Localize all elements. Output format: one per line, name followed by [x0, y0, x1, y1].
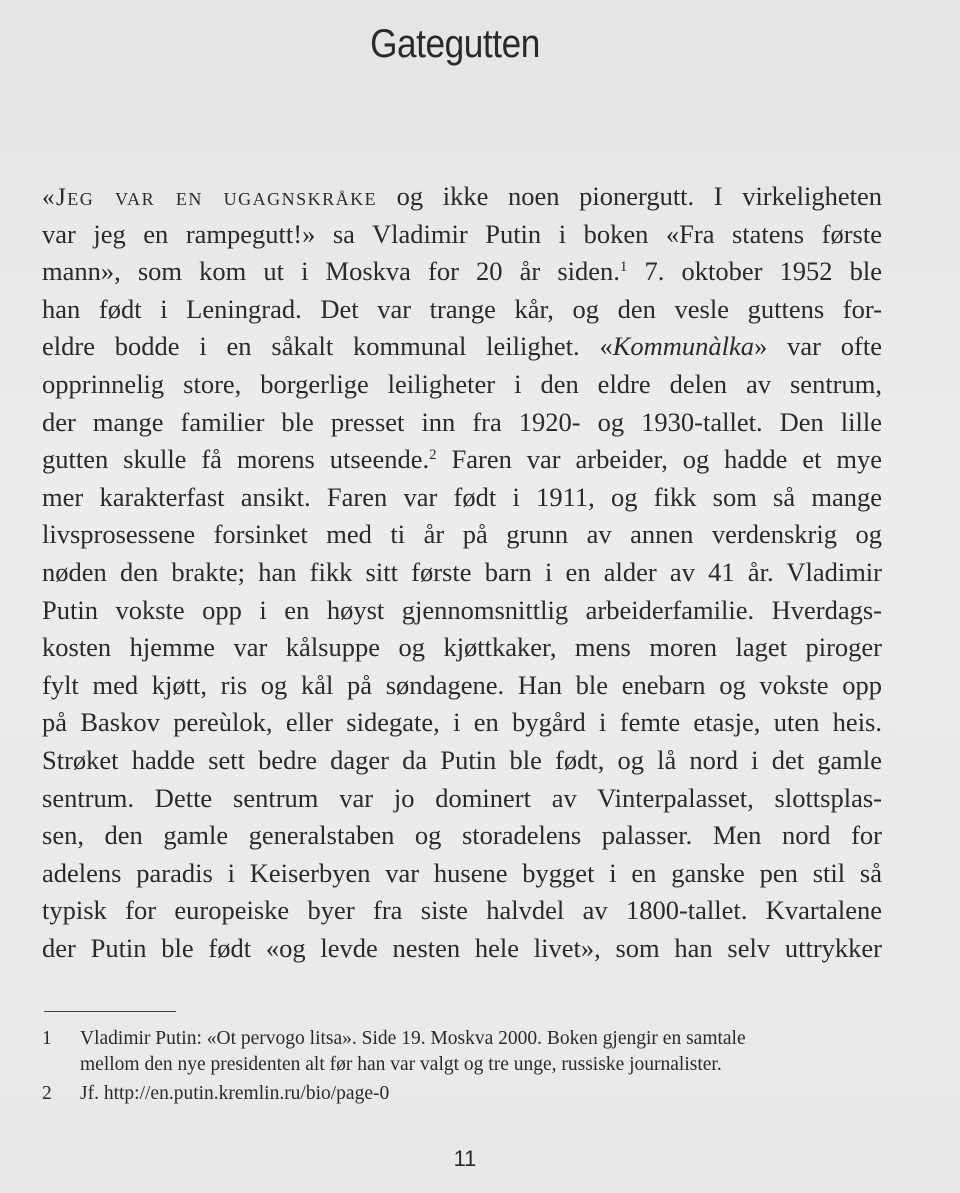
footnote-number: 1 — [42, 1028, 52, 1049]
body-line-text: eldre bodde i en såkalt kommunal leilighet. « — [42, 331, 613, 362]
footnote-reference: 2 — [429, 447, 437, 464]
body-line-text: gutten skulle få morens utseende. — [42, 444, 430, 475]
body-line — [42, 742, 882, 780]
body-line-text: der mange familier ble presset inn fra 1920- og 1930-tallet. Den lille — [42, 406, 882, 437]
chapter-title: Gategutten — [370, 22, 540, 66]
body-text — [42, 178, 882, 967]
footnotes — [42, 1026, 862, 1110]
body-line-text: på Baskov pereùlok, eller sidegate, i en bygård i femte etasje, uten heis. — [42, 707, 882, 738]
body-line-text: kosten hjemme var kålsuppe og kjøttkaker, mens moren laget piroger — [42, 632, 882, 663]
italic-term: Kommunàlka — [612, 331, 755, 362]
body-line — [42, 291, 882, 329]
body-line-text: der Putin ble født «og levde nesten hele livet», som han selv uttrykker — [42, 932, 882, 963]
body-line-text: mann», som kom ut i Moskva for 20 år siden. — [42, 256, 620, 287]
body-line-text: Strøket hadde sett bedre dager da Putin ble født, og lå nord i det gamle — [42, 744, 882, 775]
footnote-text: Jf. http://en.putin.kremlin.ru/bio/page-0 — [80, 1083, 390, 1104]
footnote-separator — [44, 1011, 176, 1012]
body-line — [42, 366, 882, 404]
footnote — [42, 1026, 862, 1078]
body-line-text: livsprosessene forsinket med ti år på grunn av annen verdenskrig og — [42, 519, 882, 550]
body-line — [42, 855, 882, 893]
body-line-text: Putin vokste opp i en høyst gjennomsnittlig arbeiderfamilie. Hverdags- — [42, 594, 882, 625]
body-line-text: var jeg en rampegutt!» sa Vladimir Putin i boken «Fra statens første — [42, 218, 882, 249]
body-line-text: typisk for europeiske byer fra siste halvdel av 1800-tallet. Kvartalene — [42, 895, 882, 926]
body-line — [42, 780, 882, 818]
body-line-text: nøden den brakte; han fikk sitt første barn i en alder av 41 år. Vladimir — [42, 556, 882, 587]
body-line-text: 7. oktober 1952 ble — [627, 256, 883, 287]
body-line-text: mer karakterfast ansikt. Faren var født i 1911, og fikk som så mange — [42, 481, 882, 512]
body-line — [42, 667, 882, 705]
body-line-text: » var ofte — [754, 331, 882, 362]
body-line — [42, 629, 882, 667]
body-line — [42, 516, 882, 554]
body-line-text: sen, den gamle generalstaben og storadelens palasser. Men nord for — [42, 820, 882, 851]
body-line — [42, 178, 882, 216]
body-line — [42, 328, 882, 366]
footnote — [42, 1081, 862, 1107]
footnote-text: mellom den nye presidenten alt før han var valgt og tre unge, russiske journalister. — [80, 1054, 722, 1075]
body-line — [42, 930, 882, 968]
body-line — [42, 704, 882, 742]
body-line-text: Faren var arbeider, og hadde et mye — [436, 444, 882, 475]
chapter-opening-smallcaps: «Jeg var en ugagnskråke — [42, 184, 378, 211]
body-line — [42, 253, 882, 291]
body-line — [42, 892, 882, 930]
body-line — [42, 479, 882, 517]
body-line-text: opprinnelig store, borgerlige leiligheter i den eldre delen av sentrum, — [42, 368, 882, 399]
footnote-text: Vladimir Putin: «Ot pervogo litsa». Side 19. Moskva 2000. Boken gjengir en samtale — [80, 1028, 746, 1049]
body-line-text: fylt med kjøtt, ris og kål på søndagene. Han ble enebarn og vokste opp — [42, 669, 882, 700]
footnote-reference: 1 — [619, 259, 628, 276]
body-line — [42, 554, 882, 592]
body-line — [42, 592, 882, 630]
body-line-text: adelens paradis i Keiserbyen var husene bygget i en ganske pen stil så — [42, 857, 882, 888]
body-line — [42, 404, 882, 442]
body-line-text: sentrum. Dette sentrum var jo dominert av Vinterpalasset, slottsplas- — [42, 782, 882, 813]
body-line-text: han født i Leningrad. Det var trange kår, og den vesle guttens for- — [42, 293, 882, 324]
footnote-number: 2 — [42, 1083, 52, 1104]
body-line — [42, 216, 882, 254]
body-line — [42, 817, 882, 855]
page-number: 11 — [453, 1146, 477, 1171]
body-line-text: og ikke noen pionergutt. I virkeligheten — [377, 181, 883, 211]
body-line — [42, 441, 882, 479]
